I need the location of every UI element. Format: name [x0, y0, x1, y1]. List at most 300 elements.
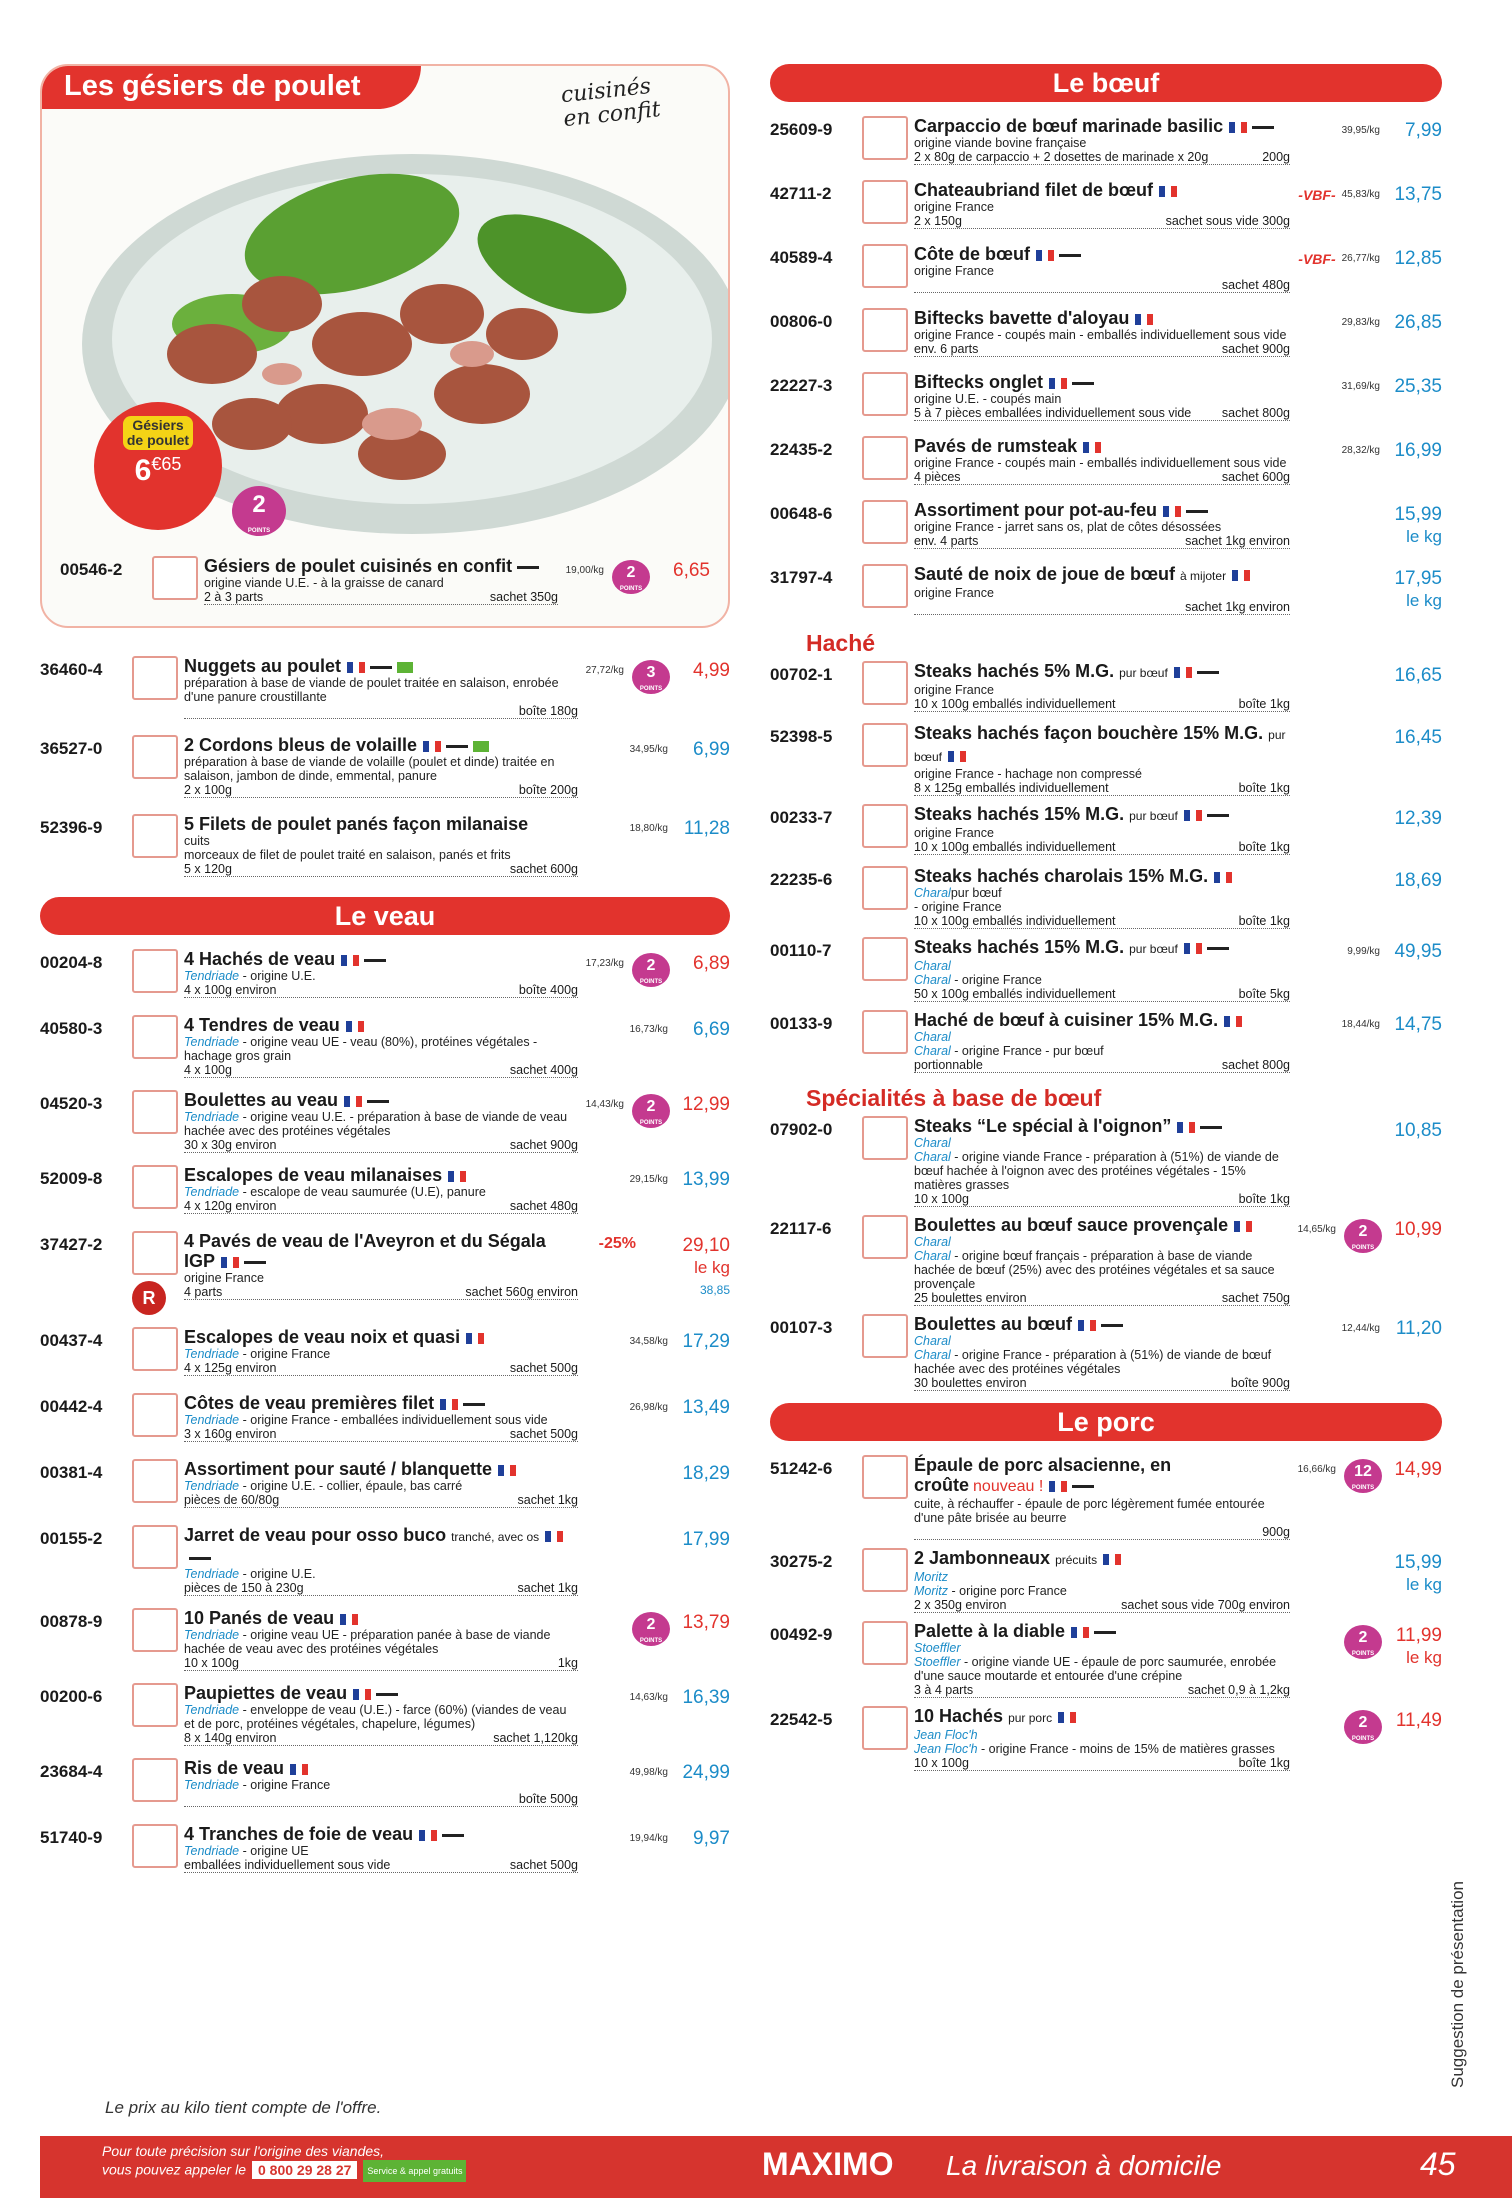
- section-banner-porc: Le porc: [770, 1403, 1442, 1441]
- price-value: 18,29: [682, 1463, 730, 1484]
- product-desc-text: - origine France - préparation à (51%) de viande de bœuf hachée avec des protéines végétales: [914, 1348, 1272, 1376]
- product-price: 6,99: [693, 739, 730, 760]
- points-word: POINTS: [639, 1638, 663, 1644]
- points-badge: [1344, 1710, 1382, 1744]
- price-per-kg: 26,98/kg: [629, 1402, 668, 1413]
- product-size: sachet 1kg environ: [1185, 600, 1290, 614]
- product-portion: pièces de 60/80g: [184, 1493, 280, 1507]
- quantity-box[interactable]: [132, 1758, 178, 1802]
- quantity-box[interactable]: [132, 656, 178, 700]
- product-price: [676, 1331, 730, 1353]
- product-size-line: [914, 342, 1290, 357]
- quantity-box[interactable]: [862, 500, 908, 544]
- origin-mark-icon: [1059, 254, 1081, 257]
- vbf-label: -VBF-: [1298, 187, 1336, 203]
- product-name-note: à mijoter: [1180, 569, 1227, 583]
- product-desc: origine France: [914, 826, 994, 840]
- quantity-box[interactable]: [132, 1525, 178, 1569]
- quantity-box[interactable]: [132, 1393, 178, 1437]
- product-desc: morceaux de filet de poulet traité en salaison, panés et frits: [184, 848, 511, 862]
- product-size: sachet 1kg: [517, 1493, 578, 1507]
- product-desc: origine France: [914, 586, 994, 600]
- quantity-box[interactable]: [862, 244, 908, 288]
- product-name: Ris de veau: [184, 1758, 285, 1778]
- france-flag-icon: [466, 1333, 484, 1344]
- price-per-kg: 29,83/kg: [1341, 317, 1380, 328]
- product-size-line: [184, 1199, 578, 1214]
- origin-mark-icon: [367, 1100, 389, 1103]
- price-note: Le prix au kilo tient compte de l'offre.: [105, 2098, 382, 2117]
- quantity-box[interactable]: [132, 1824, 178, 1868]
- france-flag-icon: [340, 1614, 358, 1625]
- product-desc: [184, 1703, 578, 1731]
- quantity-box[interactable]: [132, 735, 178, 779]
- quantity-box[interactable]: [862, 661, 908, 705]
- product-desc: [914, 1249, 1290, 1291]
- quantity-box[interactable]: [132, 1231, 178, 1275]
- product-size: 1kg: [557, 1656, 578, 1670]
- product-size: boîte 1kg: [1238, 1192, 1290, 1206]
- product-portion: 10 x 100g emballés individuellement: [914, 697, 1116, 711]
- france-flag-icon: [221, 1257, 239, 1268]
- product-code: 00155-2: [40, 1529, 103, 1548]
- product-size: boîte 900g: [1230, 1376, 1290, 1390]
- subsection-title-hache: Haché: [806, 630, 876, 656]
- product-desc-text: - origine France - emballées individuellement sous vide: [239, 1413, 548, 1427]
- product-price: [1388, 504, 1442, 548]
- price-value: 49,95: [1394, 941, 1442, 962]
- product-code: 00437-4: [40, 1331, 103, 1350]
- price-area: [1290, 866, 1442, 892]
- product-row: [770, 372, 1442, 426]
- product-size-line: [184, 1427, 578, 1442]
- france-flag-icon: [1184, 943, 1202, 954]
- price-area: [578, 1824, 730, 1850]
- brand-name: Stoeffler: [914, 1655, 961, 1669]
- product-code: 36527-0: [40, 739, 103, 758]
- product-name-line: [184, 1327, 578, 1347]
- points-badge: 2 POINTS: [612, 560, 650, 594]
- product-row: [770, 116, 1442, 170]
- brand-name: Charal: [914, 1348, 951, 1362]
- brand-name: Jean Floc'h: [914, 1742, 978, 1756]
- product-desc-text: - origine veau U.E. - préparation à base de viande de veau hachée avec des protéines végétales: [184, 1110, 568, 1138]
- product-name: Steaks hachés charolais 15% M.G.: [914, 866, 1209, 886]
- quantity-box[interactable]: [132, 1015, 178, 1059]
- product-desc: [184, 1567, 578, 1581]
- porc-list: [770, 1455, 1442, 1771]
- origin-mark-icon: [463, 1403, 485, 1406]
- product-desc: origine France - hachage non compressé: [914, 767, 1142, 781]
- product-code: 00133-9: [770, 1014, 833, 1033]
- france-flag-icon: [347, 662, 365, 673]
- france-flag-icon: [346, 1021, 364, 1032]
- product-row: [770, 500, 1442, 554]
- price-tag-badge: [94, 402, 222, 530]
- feature-title: Les gésiers de poulet: [42, 66, 421, 109]
- product-name: 2 Jambonneaux: [914, 1548, 1051, 1568]
- product-body: [184, 1231, 578, 1300]
- quantity-box[interactable]: [862, 180, 908, 224]
- product-body: [184, 1393, 578, 1442]
- price-area: [578, 1393, 730, 1419]
- product-portion: 10 x 100g: [184, 1656, 239, 1670]
- price-unit: le kg: [694, 1258, 730, 1277]
- product-row: [40, 1165, 730, 1219]
- brand-name: Tendriade: [184, 1413, 240, 1427]
- price-area: [1290, 1314, 1442, 1340]
- product-code: 51242-6: [770, 1459, 833, 1478]
- price-area: [578, 1459, 730, 1485]
- product-desc: origine viande U.E. - à la graisse de canard: [204, 576, 444, 590]
- product-row: [40, 1393, 730, 1447]
- hache-list: [770, 661, 1442, 1073]
- product-row: [770, 564, 1442, 618]
- product-desc: [184, 1844, 578, 1858]
- product-name-line: [914, 1215, 1290, 1235]
- product-name-note: précuits: [1055, 1553, 1098, 1567]
- product-name-line: [914, 116, 1290, 136]
- product-name: Steaks hachés 15% M.G.: [914, 937, 1125, 957]
- product-code: 22235-6: [770, 870, 833, 889]
- product-row: [770, 1314, 1442, 1391]
- brand-name: Tendriade: [184, 1110, 240, 1124]
- price-value: 18,69: [1394, 870, 1442, 891]
- product-row: [770, 1116, 1442, 1207]
- product-code: 52396-9: [40, 818, 103, 837]
- product-size-line: [914, 1192, 1290, 1207]
- brand-name: Jean Floc'h: [914, 1728, 978, 1742]
- product-row: [40, 1683, 730, 1746]
- brand-name: Charal: [914, 1150, 951, 1164]
- product-name: Sauté de noix de joue de bœuf: [914, 564, 1176, 584]
- quantity-box[interactable]: [862, 1621, 908, 1665]
- quantity-box[interactable]: [862, 372, 908, 416]
- france-flag-icon: [1163, 506, 1181, 517]
- product-row: [40, 1525, 730, 1596]
- product-desc-text: - origine U.E.: [239, 969, 316, 983]
- product-name: Steaks hachés 15% M.G.: [914, 804, 1125, 824]
- product-row: [40, 1327, 730, 1381]
- product-name-line: [184, 1824, 578, 1844]
- product-portion: 10 x 100g emballés individuellement: [914, 840, 1116, 854]
- product-price: [676, 1463, 730, 1485]
- product-body: [914, 308, 1290, 357]
- product-size: boîte 200g: [518, 783, 578, 797]
- product-size: sachet 1kg: [517, 1581, 578, 1595]
- price-old: 38,85: [699, 1283, 730, 1297]
- points-badge: [632, 1612, 670, 1646]
- points-word: POINTS: [1351, 1245, 1375, 1251]
- price-area: [1290, 937, 1442, 963]
- product-name-line: [184, 1231, 578, 1271]
- product-price: [676, 1828, 730, 1850]
- quantity-box[interactable]: [132, 814, 178, 858]
- product-size: sachet 900g: [1221, 342, 1290, 356]
- product-size-line: [914, 1683, 1290, 1698]
- product-price: [676, 1687, 730, 1709]
- france-flag-icon: [1174, 667, 1192, 678]
- quantity-box[interactable]: [132, 1090, 178, 1134]
- left-column: [40, 64, 730, 1890]
- price-per-kg: 9,99/kg: [1347, 946, 1380, 957]
- product-code: 00233-7: [770, 808, 833, 827]
- product-body: [184, 1015, 578, 1078]
- product-portion: 3 à 4 parts: [914, 1683, 974, 1697]
- product-size-line: [914, 150, 1290, 165]
- product-desc: [914, 1235, 1290, 1249]
- price-value: 17,99: [682, 1529, 730, 1550]
- product-code: 00381-4: [40, 1463, 103, 1482]
- product-price: 4,99: [693, 660, 730, 681]
- product-row: [770, 436, 1442, 490]
- quantity-box[interactable]: [862, 1010, 908, 1054]
- product-desc: [914, 959, 1290, 973]
- product-size: sachet 480g: [1221, 278, 1290, 292]
- product-body: [914, 372, 1290, 421]
- product-size-line: [914, 534, 1290, 549]
- product-price: [676, 953, 730, 975]
- product-portion: 50 x 100g emballés individuellement: [914, 987, 1116, 1001]
- product-name-line: [914, 1314, 1290, 1334]
- product-desc: origine U.E. - coupés main: [914, 392, 1062, 406]
- product-size: sachet 480g: [509, 1199, 578, 1213]
- price-value: 16,45: [1394, 727, 1442, 748]
- product-price: [1388, 440, 1442, 462]
- price-per-kg: 19,00/kg: [565, 565, 604, 576]
- product-desc: origine France - jarret sans os, plat de côtes désossées: [914, 520, 1222, 534]
- quantity-box[interactable]: [132, 1608, 178, 1652]
- product-code: 40580-3: [40, 1019, 103, 1038]
- product-desc-text: - origine France - pur bœuf: [950, 1044, 1104, 1058]
- quantity-box[interactable]: [862, 1548, 908, 1592]
- eco-label-icon: [397, 662, 413, 673]
- product-name-line: [914, 244, 1290, 264]
- product-name: 4 Pavés de veau de l'Aveyron et du Ségala IGP: [184, 1231, 546, 1271]
- france-flag-icon: [440, 1399, 458, 1410]
- product-code: 36460-4: [40, 660, 103, 679]
- product-size: 200g: [1262, 150, 1290, 164]
- product-size-line: [914, 214, 1290, 229]
- product-name: Assortiment pour pot-au-feu: [914, 500, 1157, 520]
- product-name: 4 Tendres de veau: [184, 1015, 340, 1035]
- quantity-box[interactable]: [132, 949, 178, 993]
- product-price: [1388, 1014, 1442, 1036]
- product-code: 04520-3: [40, 1094, 103, 1113]
- product-size: sachet sous vide 300g: [1165, 214, 1290, 228]
- product-desc: [184, 969, 578, 983]
- quantity-box[interactable]: [862, 564, 908, 608]
- product-name-line: [914, 937, 1290, 959]
- quantity-box[interactable]: [132, 1165, 178, 1209]
- quantity-box[interactable]: [132, 1459, 178, 1503]
- product-name: Biftecks onglet: [914, 372, 1044, 392]
- price-value: 16,99: [1394, 440, 1442, 461]
- price-area: [578, 949, 730, 987]
- product-price: [1388, 808, 1442, 830]
- product-size-line: [914, 1058, 1290, 1073]
- quantity-box[interactable]: [862, 436, 908, 480]
- product-row: [40, 1758, 730, 1812]
- france-flag-icon: [948, 751, 966, 762]
- quantity-box[interactable]: [862, 723, 908, 767]
- price-value: 10,99: [1394, 1219, 1442, 1240]
- product-name-line: [184, 1758, 578, 1778]
- points-word: POINTS: [639, 979, 663, 985]
- price-value: 15,99: [1394, 1552, 1442, 1573]
- product-name: Steaks “Le spécial à l'oignon”: [914, 1116, 1172, 1136]
- price-area: [578, 1758, 730, 1784]
- product-size-line: [914, 600, 1290, 615]
- price-per-kg: 19,94/kg: [629, 1833, 668, 1844]
- product-desc: origine France - coupés main - emballés individuellement sous vide: [914, 456, 1287, 470]
- product-row: [40, 1459, 730, 1513]
- product-body: [184, 1459, 578, 1508]
- product-body: [914, 180, 1290, 229]
- quantity-box[interactable]: [152, 556, 198, 600]
- product-size: boîte 1kg: [1238, 781, 1290, 795]
- quantity-box[interactable]: [862, 804, 908, 848]
- price-tag-label: Gésiers de poulet: [123, 416, 193, 450]
- product-row: [770, 866, 1442, 929]
- product-size: sachet 500g: [509, 1361, 578, 1375]
- product-price: [676, 1019, 730, 1041]
- quantity-box[interactable]: [132, 1327, 178, 1371]
- product-name: Biftecks bavette d'aloyau: [914, 308, 1130, 328]
- product-size-line: [914, 278, 1290, 293]
- product-price: [1388, 870, 1442, 892]
- product-name: Chateaubriand filet de bœuf: [914, 180, 1154, 200]
- product-desc: [914, 886, 1290, 900]
- product-desc: [914, 973, 1290, 987]
- quantity-box[interactable]: [862, 1215, 908, 1259]
- origin-mark-icon: [376, 1693, 398, 1696]
- price-per-kg: 14,65/kg: [1297, 1224, 1336, 1235]
- price-value: 12,85: [1394, 248, 1442, 269]
- product-portion: 4 pièces: [914, 470, 961, 484]
- price-unit: le kg: [1406, 591, 1442, 610]
- product-name: Palette à la diable: [914, 1621, 1066, 1641]
- origin-mark-icon: [1186, 510, 1208, 513]
- product-code: 00204-8: [40, 953, 103, 972]
- origin-mark-icon: [1207, 947, 1229, 950]
- product-desc: origine France: [914, 200, 994, 214]
- brand-name: Charal: [914, 1136, 951, 1150]
- france-flag-icon: [1234, 1221, 1252, 1232]
- product-code: 00546-2: [60, 560, 123, 579]
- france-flag-icon: [1184, 810, 1202, 821]
- product-row: [40, 1231, 730, 1315]
- product-name: 4 Hachés de veau: [184, 949, 336, 969]
- quantity-box[interactable]: [862, 1314, 908, 1358]
- quantity-box[interactable]: [862, 116, 908, 160]
- product-row: [40, 1608, 730, 1671]
- points-value: 2: [646, 1098, 656, 1115]
- product-name: Jarret de veau pour osso buco: [184, 1525, 447, 1545]
- price-value: 11,20: [1395, 1318, 1442, 1339]
- france-flag-icon: [423, 741, 441, 752]
- quantity-box[interactable]: [132, 1683, 178, 1727]
- product-size: sachet 800g: [1221, 406, 1290, 420]
- origin-mark-icon: [1197, 671, 1219, 674]
- price-per-kg: 34,58/kg: [629, 1336, 668, 1347]
- product-desc: origine France - coupés main - emballés individuellement sous vide: [914, 328, 1287, 342]
- product-price: [676, 1762, 730, 1784]
- product-body: [184, 1824, 578, 1873]
- price-value: 16,39: [682, 1687, 730, 1708]
- product-name-note: pur bœuf: [914, 728, 1286, 764]
- france-flag-icon: [545, 1531, 563, 1542]
- product-name: Pavés de rumsteak: [914, 436, 1078, 456]
- product-portion: pièces de 150 à 230g: [184, 1581, 304, 1595]
- price-value: 25,35: [1394, 376, 1442, 397]
- brand-name: Tendriade: [184, 1778, 240, 1792]
- price-area: [1290, 1116, 1442, 1142]
- footer-phone[interactable]: 0 800 29 28 27: [252, 2161, 357, 2179]
- product-code: 00200-6: [40, 1687, 103, 1706]
- product-price: [1388, 941, 1442, 963]
- product-desc: [914, 1584, 1290, 1598]
- product-portion: 5 x 120g: [184, 862, 232, 876]
- price-value: 14,99: [1394, 1459, 1442, 1480]
- product-desc: [914, 1742, 1290, 1756]
- product-size-line: [184, 1581, 578, 1596]
- product-name: Escalopes de veau noix et quasi: [184, 1327, 461, 1347]
- product-size-line: [914, 1756, 1290, 1771]
- france-flag-icon: [1058, 1712, 1076, 1723]
- quantity-box[interactable]: [862, 1116, 908, 1160]
- points-word: POINTS: [1351, 1736, 1375, 1742]
- product-desc: [914, 1348, 1290, 1376]
- product-desc-text: - origine France: [239, 1347, 331, 1361]
- price-per-kg: 28,32/kg: [1341, 445, 1380, 456]
- product-name-line: [914, 372, 1290, 392]
- product-code: 30275-2: [770, 1552, 833, 1571]
- brand-name: Stoeffler: [914, 1641, 961, 1655]
- product-name: 5 Filets de poulet panés façon milanaise: [184, 814, 529, 834]
- product-price: [1388, 1219, 1442, 1241]
- product-name: Épaule de porc alsacienne, en croûte: [914, 1455, 1172, 1495]
- product-row: [770, 1215, 1442, 1306]
- price-area: [1290, 1706, 1442, 1744]
- product-body: [914, 1215, 1290, 1306]
- product-name: Côte de bœuf: [914, 244, 1030, 264]
- product-row: [60, 556, 710, 610]
- price-value: 10,85: [1394, 1120, 1442, 1141]
- brand-name: Tendriade: [184, 1844, 240, 1858]
- points-badge: 2 POINTS: [232, 486, 286, 536]
- quantity-box[interactable]: [862, 1455, 908, 1499]
- quantity-box[interactable]: [862, 308, 908, 352]
- product-price: [1388, 1318, 1442, 1340]
- product-row: [770, 937, 1442, 1002]
- product-size: boîte 400g: [518, 983, 578, 997]
- product-size-line: [184, 1493, 578, 1508]
- product-name-line: [914, 308, 1290, 328]
- quantity-box[interactable]: [862, 937, 908, 981]
- product-code: 00648-6: [770, 504, 833, 523]
- france-flag-icon: [1177, 1122, 1195, 1133]
- product-size-line: [184, 1063, 578, 1078]
- product-price: [676, 1612, 730, 1634]
- price-area: [578, 1683, 730, 1709]
- quantity-box[interactable]: [862, 866, 908, 910]
- product-portion: 30 boulettes environ: [914, 1376, 1027, 1390]
- price-value: 29,10: [682, 1235, 730, 1256]
- france-flag-icon: [1049, 378, 1067, 389]
- product-portion: portionnable: [914, 1058, 983, 1072]
- quantity-box[interactable]: [862, 1706, 908, 1750]
